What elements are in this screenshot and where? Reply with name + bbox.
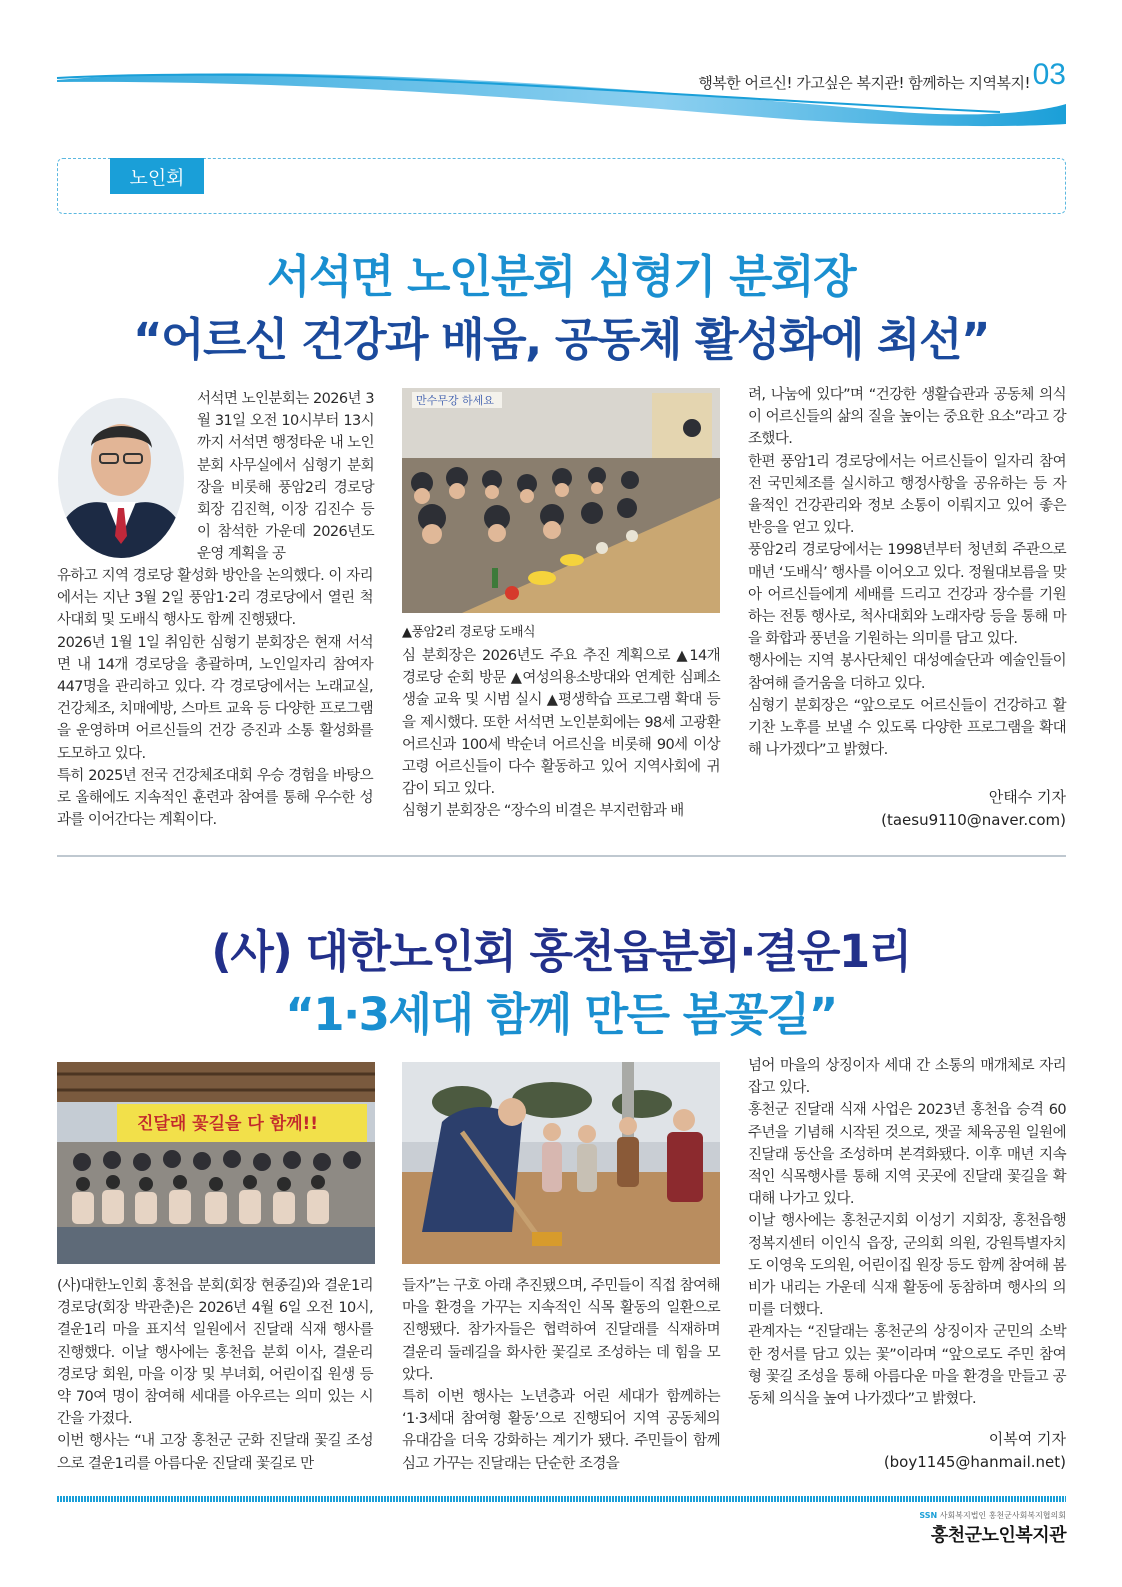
paragraph: (사)대한노인회 홍천읍 분회(회장 현종길)와 결운1리 경로당(회장 박관춘)은 2026년 4월 6일 오전 10시, 결운1리 마을 표지석 일원에서 진달래 식재 행사를 진행했다. 이날 행사에는 홍천읍 분회 이사, 결운리 경로당 회원, 마을 이장 및 부녀회, 어린이집 원생 등 약 70여 명이 참여해 세대를 아우르는 의미 있는 시간을 가졌다.	[57, 1278, 373, 1428]
article1-byline	[881, 786, 1066, 832]
paragraph: 심형기 분회장은 “장수의 비결은 부지런함과 배	[402, 803, 684, 820]
article1-photo-caption: ▲풍암2리 경로당 도배식	[402, 625, 536, 640]
article2-byline	[884, 1428, 1066, 1474]
paragraph: 넘어 마을의 상징이자 세대 간 소통의 매개체로 자리 잡고 있다.	[748, 1058, 1066, 1097]
reporter-email[interactable]: (boy1145@hanmail.net)	[883, 1453, 1066, 1471]
paragraph: 들자”는 구호 아래 추진됐으며, 주민들이 직접 참여해 마을 환경을 가꾸는 지속적인 식목 활동의 일환으로 진행됐다. 참가자들은 협력하여 진달래를 식재하며 결운리 둘레길을 화사한 꽃길로 조성하는 데 힘을 모았다.	[402, 1278, 720, 1383]
article1-column1	[57, 565, 373, 831]
article1-title: 서석면 노인분회 심형기 분회장	[266, 250, 856, 303]
footer-org-name: 홍천군노인복지관	[930, 1525, 1066, 1546]
paragraph: 이날 행사에는 홍천군지회 이성기 지회장, 홍천읍행정복지센터 이인식 읍장, 군의회 의원, 강원특별자치도 이영욱 도의원, 어린이집 원장 등도 함께 참여해 봄비가 내리는 가운데 식재 활동에 동참하며 행사의 의미를 더했다.	[748, 1213, 1066, 1319]
footer-org-mark: SSN	[919, 1511, 938, 1520]
article2-column1	[57, 1275, 373, 1475]
paragraph: 홍천군 진달래 식재 사업은 2023년 홍천읍 승격 60주년을 기념해 시작된 것으로, 잿골 체육공원 일원에 진달래 동산을 조성하며 본격화됐다. 이후 매년 지속적인 식목행사를 통해 지역 곳곳에 진달래 꽃길을 확대해 나가고 있다.	[748, 1102, 1066, 1208]
article1-column2	[402, 645, 720, 823]
paragraph: 2026년 1월 1일 취임한 심형기 분회장은 현재 서석면 내 14개 경로당을 총괄하며, 노인일자리 참여자 447명을 관리하고 있다. 각 경로당에서는 노래교실, 건강체조, 치매예방, 스마트 교육 등 다양한 프로그램을 운영하며 어르신들의 건강 증진과 소통 활성화를 도모하고 있다.	[57, 634, 373, 762]
reporter-name: 이복여 기자	[988, 1430, 1066, 1448]
paragraph: 관계자는 “진달래는 홍천군의 상징이자 군민의 소박한 정서를 담고 있는 꽃”이라며 “앞으로도 주민 참여형 꽃길 조성을 통해 아름다운 마을 환경을 만들고 공동체 의식을 높여 나가겠다”고 밝혔다.	[748, 1324, 1066, 1408]
paragraph: 유하고 지역 경로당 활성화 방안을 논의했다. 이 자리에서는 지난 3월 2일 풍암1·2리 경로당에서 열린 척사대회 및 도배식 행사도 함께 진행됐다.	[57, 568, 373, 629]
paragraph: 특히 2025년 전국 건강체조대회 우승 경험을 바탕으로 올해에도 지속적인 훈련과 참여를 통해 우수한 성과를 이어간다는 계획이다.	[57, 767, 373, 829]
article2-subtitle: “1·3세대 함께 만든 봄꽃길”	[285, 988, 837, 1041]
header-slogan: 행복한 어르신! 가고싶은 복지관! 함께하는 지역복지!	[698, 74, 1030, 92]
article1-subtitle: “어르신 건강과 배움, 공동체 활성화에 최선”	[132, 313, 990, 366]
article-divider	[57, 855, 1066, 857]
paragraph: 심 분회장은 2026년도 주요 추진 계획으로 ▲14개 경로당 순회 방문 ▲여성의용소방대와 연계한 심폐소생술 교육 및 시범 실시 ▲평생학습 프로그램 확대 등을 제시했다. 또한 서석면 노인분회에는 98세 고광환 어르신과 100세 박순녀 어르신을 비롯해 90세 이상 고령 어르신들이 다수 활동하고 있어 지역사회에 귀감이 되고 있다.	[402, 648, 720, 798]
paragraph: 심형기 분회장은 “앞으로도 어르신들이 건강하고 활기찬 노후를 보낼 수 있도록 다양한 프로그램을 확대해 나가겠다”고 밝혔다.	[748, 697, 1066, 759]
article2-title: (사) 대한노인회 홍천읍분회·결운1리	[211, 925, 911, 978]
article2-column3	[748, 1055, 1066, 1410]
paragraph: 려, 나눔에 있다”며 “건강한 생활습관과 공동체 의식이 어르신들의 삶의 질을 높이는 중요한 요소”라고 강조했다.	[748, 387, 1066, 448]
article1-lead-text: 서석면 노인분회는 2026년 3월 31일 오전 10시부터 13시까지 서석면 행정타운 내 노인분회 사무실에서 심형기 분회장을 비롯해 풍암2리 경로당 회장 김진혁, 이장 김진수 등이 참석한 가운데 2026년도 운영 계획을 공	[197, 391, 374, 563]
paragraph: 풍암2리 경로당에서는 1998년부터 청년회 주관으로 매년 ‘도배식’ 행사를 이어오고 있다. 정월대보름을 맞아 어르신들에게 세배를 드리고 건강과 장수를 기원하는 전통 행사로, 척사대회와 노래자랑 등을 통해 마을 화합과 풍년을 기원하는 의미를 담고 있다.	[748, 542, 1066, 648]
photo-banner-text: 만수무강 하세요	[416, 394, 494, 407]
footer-logo	[919, 1510, 1066, 1547]
footer-org-sub-text: 사회복지법인 홍천군사회복지협의회	[939, 1511, 1066, 1520]
section-tag: 노인회	[110, 158, 204, 194]
section-box	[57, 158, 1066, 214]
photo-banner-text: 진달래 꽃길을 다 함께!!	[137, 1114, 319, 1134]
footer-org-sub	[919, 1510, 1066, 1521]
article2-column2	[402, 1275, 720, 1475]
page-header	[0, 0, 1122, 140]
article1-photo	[402, 388, 720, 613]
article2-planting-photo	[402, 1062, 720, 1264]
paragraph: 한편 풍암1리 경로당에서는 어르신들이 일자리 참여 전 국민체조를 실시하고 행정사항을 공유하는 등 자율적인 건강관리와 정보 소통이 이뤄지고 있어 좋은 반응을 얻고 있다.	[748, 453, 1066, 537]
article2-group-photo	[57, 1062, 375, 1264]
reporter-name: 안태수 기자	[988, 788, 1066, 806]
header-wave	[0, 0, 1122, 140]
article1-column3	[748, 384, 1066, 761]
footer-bar	[57, 1496, 1066, 1502]
paragraph: 이번 행사는 “내 고장 홍천군 군화 진달래 꽃길 조성으로 결운1리를 아름다운 진달래 꽃길로 만	[57, 1433, 373, 1472]
paragraph: 특히 이번 행사는 노년층과 어린 세대가 함께하는 ‘1·3세대 참여형 활동’으로 진행되어 지역 공동체의 유대감을 더욱 강화하는 계기가 됐다. 주민들이 함께 심고 가꾸는 진달래는 단순한 조경을	[402, 1389, 720, 1472]
reporter-email[interactable]: (taesu9110@naver.com)	[881, 811, 1066, 829]
page-number: 03	[1032, 58, 1066, 91]
paragraph: 행사에는 지역 봉사단체인 대성예술단과 예술인들이 참여해 즐거움을 더하고 있다.	[748, 653, 1066, 692]
portrait-photo	[58, 398, 184, 558]
